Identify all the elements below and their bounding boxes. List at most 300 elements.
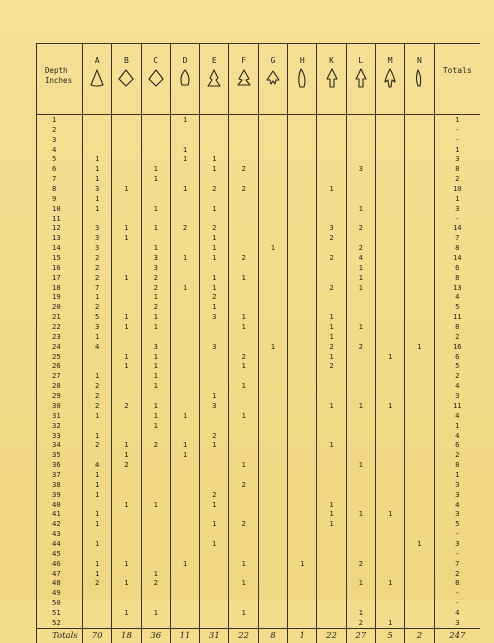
count-cell [141,470,170,480]
table-row [37,578,481,588]
count-cell [112,391,141,401]
count-cell [288,401,317,411]
row-total-cell: 2 [434,569,480,579]
count-cell [200,618,229,628]
table-row [37,371,481,381]
count-cell [375,223,404,233]
count-cell [375,164,404,174]
column-total-cell: 31 [200,628,229,643]
count-cell: 1 [112,233,141,243]
count-cell [141,115,170,125]
count-cell [258,440,287,450]
depth-cell: 48 [37,578,83,588]
count-cell: 1 [317,332,346,342]
count-cell [346,539,375,549]
count-cell: 5 [83,312,112,322]
table-row [37,450,481,460]
row-total-cell: 4 [434,431,480,441]
count-cell: 2 [200,223,229,233]
totals-row [37,628,481,643]
count-cell [346,292,375,302]
count-cell [375,145,404,155]
table-row [37,608,481,618]
count-cell [317,490,346,500]
count-cell [112,588,141,598]
count-cell [112,519,141,529]
depth-cell: 26 [37,361,83,371]
count-cell: 1 [200,273,229,283]
count-cell: 1 [200,253,229,263]
count-cell [229,371,258,381]
count-cell [405,559,434,569]
count-cell [346,233,375,243]
count-cell [258,450,287,460]
table-row [37,145,481,155]
row-total-cell: 3 [434,509,480,519]
count-cell [317,460,346,470]
count-cell [112,283,141,293]
count-cell [229,145,258,155]
count-cell [288,588,317,598]
depth-cell: 51 [37,608,83,618]
count-cell [346,381,375,391]
count-cell [112,490,141,500]
count-cell [375,569,404,579]
count-cell: 1 [317,352,346,362]
count-cell [200,529,229,539]
row-total-cell: 1 [434,194,480,204]
table-row [37,539,481,549]
count-cell [317,292,346,302]
count-cell [375,361,404,371]
count-cell [258,509,287,519]
count-cell [288,204,317,214]
count-cell [229,125,258,135]
count-cell [258,381,287,391]
count-cell [288,263,317,273]
count-cell [170,421,199,431]
count-cell [112,509,141,519]
count-cell: 1 [317,401,346,411]
row-total-cell: - [434,135,480,145]
count-cell [405,115,434,125]
count-cell [112,253,141,263]
count-cell [288,509,317,519]
count-cell [112,125,141,135]
count-cell [375,519,404,529]
count-cell [258,125,287,135]
count-cell [258,164,287,174]
count-cell [258,569,287,579]
count-cell: 3 [317,223,346,233]
header-row [37,44,481,115]
count-cell [346,480,375,490]
count-cell: 1 [170,283,199,293]
count-cell: 1 [83,480,112,490]
count-cell [258,263,287,273]
count-cell [258,115,287,125]
count-cell: 1 [200,154,229,164]
type-letter: H [299,56,305,65]
count-cell: 1 [375,578,404,588]
row-total-cell: 3 [434,539,480,549]
count-cell [288,529,317,539]
count-cell: 1 [200,204,229,214]
count-cell [258,401,287,411]
count-cell [405,233,434,243]
count-cell [405,273,434,283]
count-cell [83,145,112,155]
count-cell [346,332,375,342]
count-cell [346,115,375,125]
depth-cell: 39 [37,490,83,500]
count-cell: 2 [317,253,346,263]
count-cell [317,588,346,598]
row-total-cell: 2 [434,371,480,381]
count-cell: 2 [229,184,258,194]
row-total-cell: - [434,588,480,598]
count-cell [288,431,317,441]
count-cell [375,135,404,145]
count-cell: 1 [375,401,404,411]
count-cell [170,174,199,184]
count-cell [229,401,258,411]
count-cell [258,500,287,510]
table-row [37,569,481,579]
count-cell: 3 [141,253,170,263]
count-cell: 1 [170,115,199,125]
count-cell [200,263,229,273]
count-cell [200,569,229,579]
count-cell [375,342,404,352]
depth-header [37,44,83,115]
type-header-l [346,44,375,115]
count-cell: 1 [346,283,375,293]
count-cell [112,381,141,391]
depth-cell: 16 [37,263,83,273]
artifact-depth-table [36,43,480,643]
count-cell: 1 [112,312,141,322]
column-total-cell: 5 [375,628,404,643]
count-cell [258,233,287,243]
count-cell [200,352,229,362]
count-cell: 1 [112,223,141,233]
count-cell: 1 [229,608,258,618]
count-cell: 2 [83,381,112,391]
count-cell [229,204,258,214]
type-letter: B [124,56,129,65]
type-letter: M [387,56,393,65]
row-total-cell: - [434,125,480,135]
count-cell [141,332,170,342]
count-cell [229,223,258,233]
count-cell [83,529,112,539]
count-cell [288,381,317,391]
count-cell [346,569,375,579]
count-cell: 1 [229,578,258,588]
count-cell: 2 [317,283,346,293]
table-row [37,332,481,342]
leaf-point-icon [175,68,195,88]
row-total-cell: 8 [434,164,480,174]
table-row [37,312,481,322]
count-cell [258,371,287,381]
row-total-cell: 16 [434,342,480,352]
count-cell [375,115,404,125]
count-cell: 2 [83,401,112,411]
count-cell: 1 [200,440,229,450]
count-cell: 1 [346,204,375,214]
count-cell [83,450,112,460]
count-cell [112,194,141,204]
count-cell [229,302,258,312]
row-total-cell: 1 [434,470,480,480]
count-cell [317,302,346,312]
count-cell [112,154,141,164]
count-cell [170,214,199,224]
count-cell: 1 [141,401,170,411]
count-cell: 1 [112,578,141,588]
count-cell [405,135,434,145]
row-total-cell: 5 [434,519,480,529]
depth-cell: 50 [37,598,83,608]
count-cell: 1 [112,559,141,569]
table-row [37,401,481,411]
column-total-cell: 1 [288,628,317,643]
count-cell [258,490,287,500]
count-cell [112,135,141,145]
count-cell [317,273,346,283]
count-cell: 1 [317,519,346,529]
count-cell: 2 [112,401,141,411]
depth-cell: 12 [37,223,83,233]
count-cell [317,381,346,391]
count-cell [288,450,317,460]
count-cell: 1 [229,559,258,569]
count-cell [83,352,112,362]
count-cell [405,253,434,263]
count-cell [346,529,375,539]
count-cell [346,214,375,224]
count-cell [112,618,141,628]
count-cell [170,470,199,480]
depth-cell: 14 [37,243,83,253]
count-cell [346,470,375,480]
count-cell [229,450,258,460]
count-cell: 1 [405,539,434,549]
table-row [37,440,481,450]
count-cell [200,549,229,559]
column-total-cell: 8 [258,628,287,643]
count-cell [346,145,375,155]
count-cell [317,470,346,480]
count-cell: 2 [83,273,112,283]
count-cell [288,233,317,243]
count-cell [288,332,317,342]
count-cell [170,519,199,529]
count-cell [288,578,317,588]
count-cell [288,145,317,155]
count-cell [141,529,170,539]
count-cell [317,608,346,618]
row-total-cell: 14 [434,223,480,233]
count-cell: 2 [346,618,375,628]
count-cell [258,411,287,421]
count-cell [258,421,287,431]
count-cell [141,214,170,224]
count-cell [112,302,141,312]
table-row [37,135,481,145]
count-cell: 1 [317,322,346,332]
lanceolate-point-icon [292,68,312,88]
count-cell [405,460,434,470]
column-total-cell: 22 [317,628,346,643]
count-cell: 2 [346,243,375,253]
count-cell: 1 [229,460,258,470]
count-cell [83,361,112,371]
count-cell [405,243,434,253]
count-cell [405,302,434,312]
depth-cell: 24 [37,342,83,352]
count-cell [112,243,141,253]
count-cell [258,302,287,312]
diamond-point-icon [146,68,166,88]
row-total-cell: 10 [434,184,480,194]
count-cell [141,154,170,164]
count-cell: 1 [200,164,229,174]
count-cell [405,184,434,194]
count-cell [83,608,112,618]
count-cell: 1 [317,440,346,450]
count-cell: 1 [112,450,141,460]
type-letter: E [211,56,217,65]
count-cell [405,411,434,421]
count-cell: 1 [170,411,199,421]
side-notched-point-icon [204,68,224,88]
count-cell [375,391,404,401]
type-letter: G [270,56,276,65]
table-row [37,500,481,510]
count-cell: 3 [346,164,375,174]
count-cell [229,214,258,224]
count-cell [375,549,404,559]
table-row [37,342,481,352]
count-cell [170,233,199,243]
count-cell [346,519,375,529]
count-cell: 1 [141,500,170,510]
count-cell [346,154,375,164]
count-cell [375,184,404,194]
count-cell: 1 [83,332,112,342]
count-cell [200,194,229,204]
count-cell: 1 [141,569,170,579]
count-cell [346,361,375,371]
count-cell [258,519,287,529]
count-cell [200,608,229,618]
count-cell [229,135,258,145]
count-cell [258,312,287,322]
count-cell: 1 [346,263,375,273]
count-cell [112,480,141,490]
count-cell: 1 [112,608,141,618]
count-cell [112,204,141,214]
count-cell [170,578,199,588]
count-cell [405,352,434,362]
count-cell [288,174,317,184]
count-cell [170,263,199,273]
count-cell [229,332,258,342]
count-cell [375,559,404,569]
count-cell [112,431,141,441]
count-cell [405,204,434,214]
count-cell [141,539,170,549]
count-cell [229,549,258,559]
count-cell: 1 [141,371,170,381]
count-cell [346,450,375,460]
depth-cell: 36 [37,460,83,470]
depth-cell: 31 [37,411,83,421]
count-cell [405,519,434,529]
count-cell [112,332,141,342]
row-total-cell: 3 [434,154,480,164]
count-cell [200,460,229,470]
row-total-cell: 3 [434,204,480,214]
count-cell [258,253,287,263]
table-row [37,292,481,302]
row-total-cell: 11 [434,401,480,411]
depth-cell: 21 [37,312,83,322]
count-cell [258,529,287,539]
column-total-cell: 27 [346,628,375,643]
count-cell [288,411,317,421]
count-cell [258,391,287,401]
depth-cell: 35 [37,450,83,460]
count-cell [170,608,199,618]
count-cell: 1 [141,204,170,214]
count-cell [405,500,434,510]
count-cell [83,135,112,145]
count-cell [258,470,287,480]
count-cell [170,243,199,253]
count-cell [258,154,287,164]
count-cell: 1 [200,519,229,529]
count-cell [288,302,317,312]
count-cell: 1 [200,302,229,312]
depth-cell: 37 [37,470,83,480]
count-cell [170,618,199,628]
count-cell [141,519,170,529]
count-cell: 1 [200,539,229,549]
count-cell: 1 [375,618,404,628]
count-cell: 1 [83,164,112,174]
type-letter: C [153,56,159,65]
depth-cell: 40 [37,500,83,510]
count-cell: 2 [200,292,229,302]
count-cell [258,273,287,283]
type-header-h [288,44,317,115]
depth-cell: 34 [37,440,83,450]
count-cell [170,292,199,302]
count-cell: 1 [141,223,170,233]
count-cell: 2 [317,361,346,371]
row-total-cell: 1 [434,115,480,125]
count-cell [317,578,346,588]
count-cell [229,539,258,549]
count-cell [375,460,404,470]
count-cell [112,115,141,125]
count-cell [229,431,258,441]
type-header-d [170,44,199,115]
